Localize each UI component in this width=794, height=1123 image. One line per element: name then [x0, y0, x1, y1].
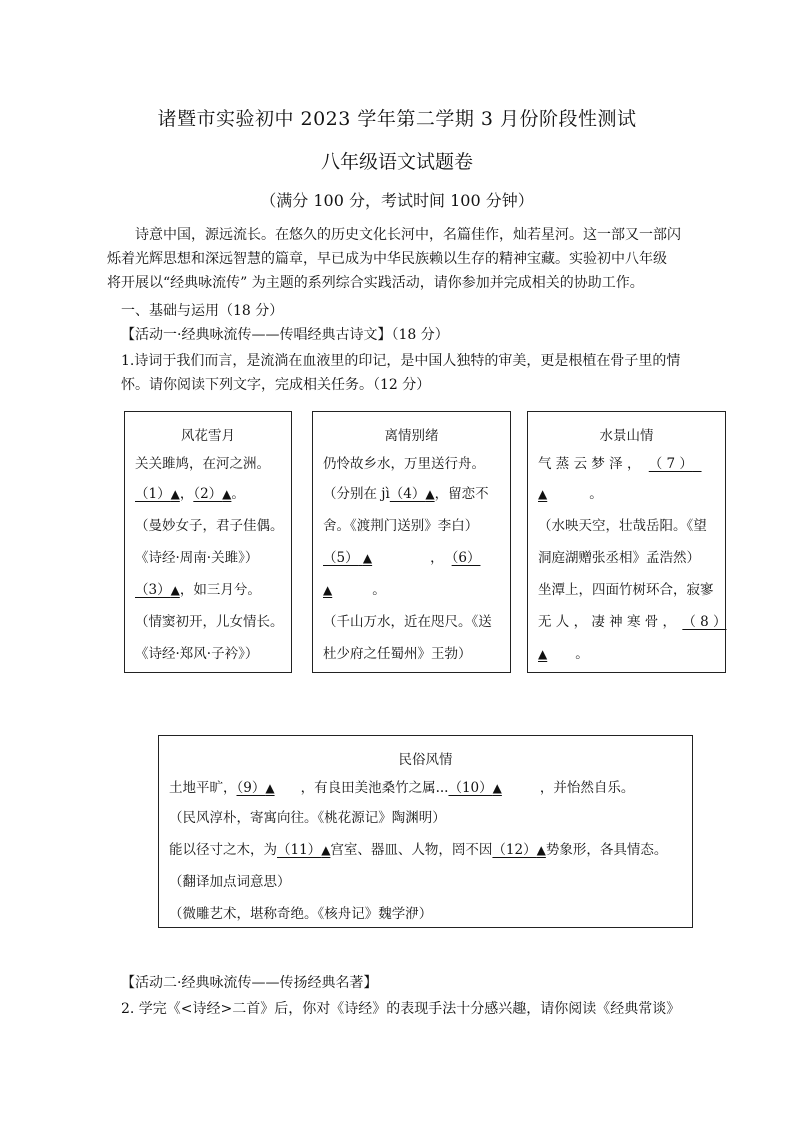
blank-line: ▲ 。 — [323, 582, 386, 598]
triangle-icon: ▲ — [321, 843, 331, 857]
poem-box-shuijing — [527, 411, 726, 673]
triangle-icon: ▲ — [538, 647, 548, 661]
box-title: 离情别绪 — [384, 428, 439, 444]
poem-box-fenghua — [124, 411, 292, 673]
blank-line: （3）▲，如三月兮。 — [135, 582, 261, 598]
blank-4[interactable]: （4）▲ — [389, 486, 435, 502]
blank-7[interactable]: （ 7 ） — [648, 456, 693, 472]
box-line: （情窦初开，儿女情长。 — [135, 614, 284, 630]
box-line: 坐潭上，四面竹树环合，寂寥 — [538, 582, 714, 598]
box-line: （翻译加点词意思） — [169, 874, 291, 890]
blank-line: 无 人 ， 凄 神 寒 骨 ， （ 8 ） — [538, 614, 727, 630]
box-title: 水景山情 — [599, 428, 654, 444]
blank-5[interactable]: （5） ▲ — [323, 550, 373, 566]
activity-heading: 【活动二·经典咏流传——传扬经典名著】 — [121, 975, 378, 991]
triangle-icon: ▲ — [170, 583, 180, 597]
poem-box-liqing — [312, 411, 511, 673]
blank-2[interactable]: （2）▲ — [193, 486, 232, 502]
box-line: （微雕艺术，堪称奇绝。《核舟记》魏学洢） — [169, 906, 433, 922]
blank-line: ▲ 。 — [538, 646, 589, 662]
blank-7-continued[interactable] — [538, 486, 589, 502]
blank-12[interactable]: （12）▲ — [492, 842, 546, 858]
triangle-icon: ▲ — [538, 487, 548, 501]
box-title: 风花雪月 — [181, 428, 235, 444]
blank-10[interactable]: （10）▲ — [448, 780, 502, 796]
triangle-icon: ▲ — [222, 487, 232, 501]
blank-line: （分别在 jì（4）▲，留恋不 — [323, 486, 489, 502]
blank-11[interactable]: （11）▲ — [277, 842, 331, 858]
intro-line: 诗意中国，源远流长。在悠久的历史文化长河中，名篇佳作，灿若星河。这一部又一部闪 — [135, 227, 681, 243]
exam-title: 诸暨市实验初中 2023 学年第二学期 3 月份阶段性测试 — [157, 108, 637, 130]
poem-box-minsu — [158, 735, 693, 928]
box-line: （民风淳朴，寄寓向往。《桃花源记》陶渊明） — [169, 810, 446, 826]
blank-line: 能以径寸之木，为（11）▲宫室、器皿、人物，罔不因（12）▲势象形，各具情态。 — [169, 842, 668, 858]
box-line: 舍。《渡荆门送别》李白） — [323, 518, 479, 534]
triangle-icon: ▲ — [265, 781, 275, 795]
question-text: 1.诗词于我们而言，是流淌在血液里的印记，是中国人独特的审美，更是根植在骨子里的情 — [121, 353, 681, 369]
triangle-icon: ▲ — [170, 487, 180, 501]
box-line: （千山万水，近在咫尺。《送 — [323, 614, 492, 630]
blank-8[interactable]: （ 8 ） — [682, 614, 727, 630]
blank-6-continued[interactable] — [323, 582, 372, 598]
triangle-icon: ▲ — [323, 583, 333, 597]
box-line: （水映天空，壮哉岳阳。《望 — [538, 518, 707, 534]
box-line: 关关雎鸠，在河之洲。 — [135, 456, 270, 472]
intro-paragraph — [107, 223, 681, 295]
blank-line: （1）▲，（2）▲。 — [135, 486, 245, 502]
blank-line: 气 蒸 云 梦 泽 ， （ 7 ） — [538, 450, 725, 478]
blank-9[interactable]: （9）▲ — [236, 780, 275, 796]
box-line: 杜少府之任蜀州》王勃） — [323, 646, 472, 662]
blank-1[interactable]: （1）▲ — [135, 486, 180, 502]
triangle-icon: ▲ — [362, 551, 373, 565]
box-line: 《诗经·周南·关雎》） — [135, 550, 259, 566]
blank-3[interactable]: （3）▲ — [135, 582, 180, 598]
intro-line: 烁着光辉思想和深远智慧的篇章，早已成为中华民族赖以生存的精神宝藏。实验初中八年级 — [107, 251, 667, 267]
section-heading: 一、基础与运用（18 分） — [121, 303, 284, 319]
box-line: （曼妙女子，君子佳偶。 — [135, 518, 284, 534]
question-text: 怀。请你阅读下列文字，完成相关任务。（12 分） — [121, 377, 431, 393]
blank-line: 土地平旷，（9）▲ ，有良田美池桑竹之属...（10）▲ ，并怡然自乐。 — [169, 780, 635, 796]
triangle-icon: ▲ — [536, 843, 546, 857]
exam-subtitle: 八年级语文试题卷 — [320, 151, 473, 173]
box-title: 民俗风情 — [398, 752, 453, 768]
exam-note: （满分 100 分，考试时间 100 分钟） — [260, 191, 534, 210]
box-line: 洞庭湖赠张丞相》孟浩然） — [538, 550, 700, 566]
intro-line: 将开展以“经典咏流传” 为主题的系列综合实践活动，请你参加并完成相关的协助工作。 — [107, 275, 644, 291]
triangle-icon: ▲ — [492, 781, 502, 795]
blank-line: ▲ 。 — [538, 486, 603, 502]
blank-6[interactable]: （6） — [451, 550, 481, 566]
blank-line: （5） ▲ ， （6） — [323, 550, 481, 566]
triangle-icon: ▲ — [425, 487, 435, 501]
blank-8-continued[interactable] — [538, 646, 575, 662]
box-line: 《诗经·郑风·子衿》） — [135, 646, 259, 662]
question-text: 2. 学完《<诗经>二首》后，你对《诗经》的表现手法十分感兴趣，请你阅读《经典常谈》 — [121, 1001, 681, 1017]
box-line: 仍怜故乡水，万里送行舟。 — [323, 456, 485, 472]
activity-heading: 【活动一·经典咏流传——传唱经典古诗文】（18 分） — [121, 327, 449, 343]
